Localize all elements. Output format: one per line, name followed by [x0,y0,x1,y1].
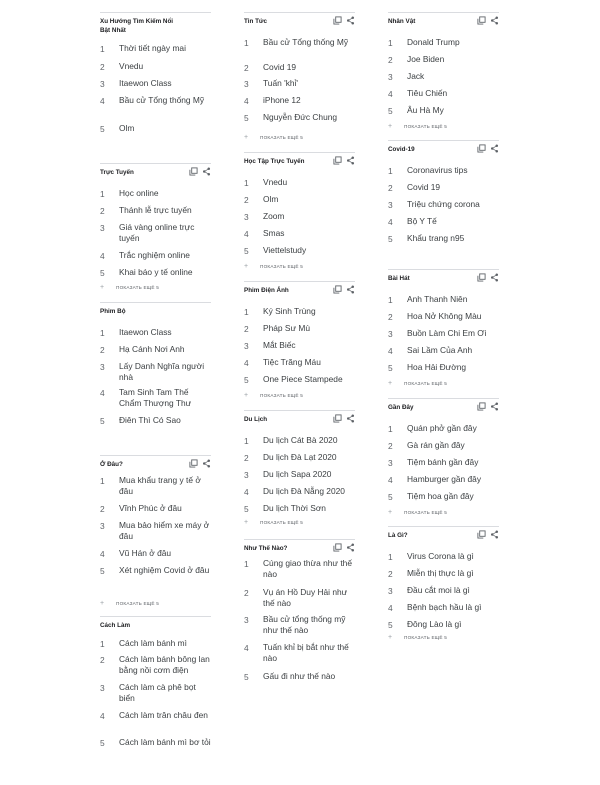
item-rank: 5 [100,738,105,748]
embed-icon[interactable] [189,459,198,468]
share-icon[interactable] [346,285,355,294]
item-rank: 2 [388,55,393,65]
item-rank: 4 [388,475,393,485]
plus-icon: + [100,284,105,291]
item-label: Giá vàng online trực tuyến [119,222,195,243]
item-label: Triệu chứng corona [407,199,480,209]
item-label: Bệnh bạch hầu là gì [407,602,482,612]
card-actions [477,16,499,25]
item-rank: 5 [388,106,393,116]
item-rank: 1 [244,307,249,317]
item-label: Mua bảo hiểm xe máy ở đâu [119,520,210,541]
item-label: Miễn thị thực là gì [407,568,474,578]
item-label: Tuấn khỉ bị bắt như thế nào [263,642,349,663]
item-rank: 3 [244,470,249,480]
trend-card-1-4 [244,539,355,682]
item-rank: 3 [388,458,393,468]
show-more-button[interactable] [244,133,303,143]
plus-icon: + [100,600,105,607]
item-label: Ký Sinh Trùng [263,306,316,316]
item-label: Olm [119,123,135,133]
show-more-button[interactable] [388,379,447,389]
item-rank: 5 [244,246,249,256]
share-icon[interactable] [346,543,355,552]
item-rank: 1 [100,476,105,486]
show-more-label: ПОКАЗАТЬ ЕЩЁ 5 [260,393,304,398]
item-rank: 3 [100,521,105,531]
item-label: Gấu đi như thế nào [263,671,336,681]
item-label: Cách làm bánh mì [119,638,187,648]
item-label: Buồn Làm Chi Em Ơi [407,328,487,338]
card-actions [333,414,355,423]
item-label: Virus Corona là gì [407,551,474,561]
item-label: Tiệm hoa gần đây [407,491,474,501]
trend-card-2-1 [388,140,499,244]
item-rank: 1 [100,189,105,199]
item-rank: 2 [388,441,393,451]
item-rank: 2 [244,588,249,598]
item-label: Cách làm bánh bông lan bằng nồi cơm điện [119,654,210,675]
show-more-label: ПОКАЗАТЬ ЕЩЁ 5 [404,635,448,640]
trend-card-2-0 [388,12,499,130]
item-rank: 5 [388,492,393,502]
card-title: Phim Bộ [100,308,126,315]
item-label: Quán phở gần đây [407,423,477,433]
item-rank: 3 [100,362,105,372]
item-label: Nguyễn Đức Chung [263,112,338,122]
item-rank: 5 [100,124,105,134]
item-rank: 2 [244,453,249,463]
item-rank: 5 [100,416,105,426]
item-rank: 4 [388,217,393,227]
card-actions [189,167,211,176]
share-icon[interactable] [490,402,499,411]
item-rank: 2 [388,183,393,193]
item-rank: 3 [388,329,393,339]
item-label: Tam Sinh Tam Thế Chẩm Thượng Thư [119,387,192,408]
embed-icon[interactable] [333,543,342,552]
item-label: Zoom [263,211,285,221]
item-label: Mắt Biếc [263,340,296,350]
share-icon[interactable] [490,273,499,282]
item-rank: 2 [100,345,105,355]
item-rank: 5 [100,566,105,576]
item-rank: 5 [244,672,249,682]
show-more-label: ПОКАЗАТЬ ЕЩЁ 5 [404,124,448,129]
item-label: Smas [263,228,285,238]
item-label: Xét nghiệm Covid ở đâu [119,565,210,575]
card-actions [477,402,499,411]
item-rank: 3 [388,586,393,596]
item-label: Hamburger gần đây [407,474,482,484]
item-label: Itaewon Class [119,78,172,88]
item-rank: 4 [100,96,105,106]
item-rank: 1 [244,436,249,446]
show-more-button[interactable] [388,122,447,132]
trend-card-0-2 [100,302,211,426]
item-rank: 4 [100,251,105,261]
card-actions [477,144,499,153]
item-label: Gà rán gần đây [407,440,465,450]
card-title: Bài Hát [388,275,410,282]
show-more-button[interactable] [100,599,159,609]
item-rank: 1 [100,44,105,54]
item-label: Viettelstudy [263,245,307,255]
card-title: Là Gì? [388,532,408,539]
item-label: Âu Hà My [407,105,444,115]
plus-icon: + [388,634,393,641]
item-label: Vnedu [119,61,144,71]
card-title: Ở Đâu? [100,461,123,468]
item-label: Tiệm bánh gần đây [407,457,479,467]
card-title: Phim Điện Ảnh [244,287,289,294]
show-more-label: ПОКАЗАТЬ ЕЩЁ 5 [260,520,304,525]
item-label: Hoa Nở Không Màu [407,311,482,321]
item-label: Vĩnh Phúc ở đâu [119,503,182,513]
trend-card-2-3 [388,398,499,516]
embed-icon[interactable] [477,144,486,153]
share-icon[interactable] [490,144,499,153]
item-rank: 5 [100,268,105,278]
item-rank: 4 [100,711,105,721]
item-label: Thời tiết ngày mai [119,43,186,53]
item-label: Điên Thì Có Sao [119,415,181,425]
card-title: Gần Đây [388,404,414,411]
item-rank: 2 [100,504,105,514]
item-label: Du lịch Đà Lạt 2020 [263,452,337,462]
item-rank: 4 [388,89,393,99]
item-rank: 5 [388,234,393,244]
show-more-button[interactable] [388,633,447,643]
item-label: Sai Lầm Của Anh [407,345,473,355]
item-rank: 2 [244,63,249,73]
item-label: Lấy Danh Nghĩa người nhà [119,361,205,382]
embed-icon[interactable] [333,414,342,423]
plus-icon: + [244,392,249,399]
item-label: Joe Biden [407,54,445,64]
item-rank: 3 [100,223,105,233]
item-label: Pháp Sư Mù [263,323,311,333]
plus-icon: + [388,123,393,130]
item-rank: 5 [244,375,249,385]
item-label: Cách làm trân châu đen [119,710,208,720]
item-label: Tuấn 'khỉ' [263,78,299,88]
card-header [100,13,211,47]
item-label: Cách làm cà phê bọt biển [119,682,196,703]
item-rank: 4 [244,487,249,497]
item-label: Donald Trump [407,37,460,47]
share-icon[interactable] [490,16,499,25]
item-rank: 4 [244,643,249,653]
share-icon[interactable] [346,156,355,165]
item-rank: 4 [388,346,393,356]
show-more-label: ПОКАЗАТЬ ЕЩЁ 5 [404,510,448,515]
item-rank: 2 [100,655,105,665]
trend-card-0-3 [100,455,211,607]
item-rank: 4 [100,549,105,559]
item-label: Hạ Cánh Nơi Anh [119,344,185,354]
item-rank: 3 [244,341,249,351]
item-label: Olm [263,194,279,204]
item-label: Coronavirus tips [407,165,468,175]
item-label: Du lịch Cát Bà 2020 [263,435,338,445]
share-icon[interactable] [346,414,355,423]
item-label: Cách làm bánh mì bơ tỏi [119,737,211,747]
card-actions [333,156,355,165]
item-rank: 3 [388,72,393,82]
plus-icon: + [244,134,249,141]
item-label: Anh Thanh Niên [407,294,468,304]
trend-card-1-2 [244,281,355,399]
item-label: Đông Lào là gì [407,619,462,629]
embed-icon[interactable] [477,402,486,411]
plus-icon: + [244,263,249,270]
item-label: Trắc nghiệm online [119,250,190,260]
card-title: Cách Làm [100,622,131,629]
trend-card-2-4 [388,526,499,641]
card-title: Covid-19 [388,146,415,153]
item-rank: 5 [388,620,393,630]
item-rank: 2 [100,206,105,216]
item-rank: 2 [388,569,393,579]
item-rank: 1 [244,178,249,188]
item-label: Tiệc Trăng Máu [263,357,321,367]
trend-card-2-2 [388,269,499,387]
item-rank: 1 [388,166,393,176]
share-icon[interactable] [202,167,211,176]
item-rank: 3 [244,615,249,625]
item-rank: 4 [100,388,105,398]
item-label: One Piece Stampede [263,374,343,384]
item-rank: 3 [244,212,249,222]
item-label: iPhone 12 [263,95,301,105]
item-rank: 2 [244,324,249,334]
item-rank: 5 [388,363,393,373]
item-label: Hoa Hải Đường [407,362,467,372]
item-rank: 3 [244,79,249,89]
item-rank: 3 [100,683,105,693]
item-label: Vụ án Hồ Duy Hải như thế nào [263,587,348,608]
show-more-button[interactable] [244,518,303,528]
show-more-button[interactable] [244,391,303,401]
item-label: Vũ Hán ở đâu [119,548,172,558]
card-title: Nhân Vật [388,18,416,25]
item-label: Đầu cắt moi là gì [407,585,470,595]
embed-icon[interactable] [333,156,342,165]
trend-card-0-4 [100,616,211,748]
item-label: Khai báo y tế online [119,267,193,277]
show-more-button[interactable] [244,262,303,272]
card-title: Du Lịch [244,416,268,423]
show-more-label: ПОКАЗАТЬ ЕЩЁ 5 [116,285,160,290]
embed-icon[interactable] [333,16,342,25]
item-rank: 2 [388,312,393,322]
card-title: Tin Tức [244,18,267,25]
item-label: Vnedu [263,177,288,187]
card-title: Học Tập Trực Tuyến [244,158,305,165]
embed-icon[interactable] [477,273,486,282]
embed-icon[interactable] [477,16,486,25]
share-icon[interactable] [202,459,211,468]
item-label: Học online [119,188,159,198]
trend-card-1-1 [244,152,355,270]
item-rank: 1 [244,559,249,569]
item-label: Bộ Y Tế [407,216,437,226]
item-label: Covid 19 [263,62,297,72]
trend-card-0-1 [100,163,211,291]
item-label: Mua khẩu trang y tế ở đâu [119,475,201,496]
item-label: Bầu cử Tổng thống Mỹ [119,95,205,105]
show-more-label: ПОКАЗАТЬ ЕЩЁ 5 [260,264,304,269]
item-rank: 4 [388,603,393,613]
plus-icon: + [388,380,393,387]
show-more-button[interactable] [100,283,159,293]
item-rank: 5 [244,504,249,514]
card-title: Như Thế Nào? [244,545,288,552]
share-icon[interactable] [490,530,499,539]
item-label: Du lịch Sapa 2020 [263,469,332,479]
item-label: Bầu cử Tổng thống Mỹ [263,37,349,47]
trend-card-1-3 [244,410,355,526]
plus-icon: + [388,509,393,516]
item-label: Jack [407,71,425,81]
item-label: Itaewon Class [119,327,172,337]
item-label: Du lịch Đà Nẵng 2020 [263,486,345,496]
card-title: Xu Hướng Tìm Kiếm Nổi Bật Nhất [100,18,174,34]
card-actions [189,459,211,468]
item-label: Du lịch Thời Sơn [263,503,326,513]
item-label: Bầu cử tổng thống mỹ như thế nào [263,614,346,635]
show-more-label: ПОКАЗАТЬ ЕЩЁ 5 [260,135,304,140]
show-more-label: ПОКАЗАТЬ ЕЩЁ 5 [116,601,160,606]
item-rank: 1 [388,552,393,562]
item-label: Covid 19 [407,182,441,192]
card-actions [333,285,355,294]
item-rank: 1 [244,38,249,48]
item-rank: 2 [100,62,105,72]
embed-icon[interactable] [333,285,342,294]
item-label: Thánh lễ trực tuyến [119,205,192,215]
item-rank: 1 [388,38,393,48]
item-rank: 1 [100,639,105,649]
card-actions [477,273,499,282]
item-rank: 3 [388,200,393,210]
item-label: Cúng giao thừa như thế nào [263,558,352,579]
item-label: Khẩu trang n95 [407,233,465,243]
item-rank: 1 [388,295,393,305]
item-label: Tiêu Chiến [407,88,448,98]
plus-icon: + [244,519,249,526]
item-rank: 3 [100,79,105,89]
card-actions [333,543,355,552]
card-actions [333,16,355,25]
item-rank: 4 [244,96,249,106]
card-actions [477,530,499,539]
item-rank: 2 [244,195,249,205]
item-rank: 4 [244,358,249,368]
item-rank: 5 [244,113,249,123]
trend-card-0-0 [100,12,211,134]
card-title: Trực Tuyến [100,169,134,176]
item-rank: 1 [100,328,105,338]
share-icon[interactable] [346,16,355,25]
item-rank: 1 [388,424,393,434]
item-rank: 4 [244,229,249,239]
embed-icon[interactable] [189,167,198,176]
embed-icon[interactable] [477,530,486,539]
show-more-label: ПОКАЗАТЬ ЕЩЁ 5 [404,381,448,386]
show-more-button[interactable] [388,508,447,518]
trend-card-1-0 [244,12,355,141]
